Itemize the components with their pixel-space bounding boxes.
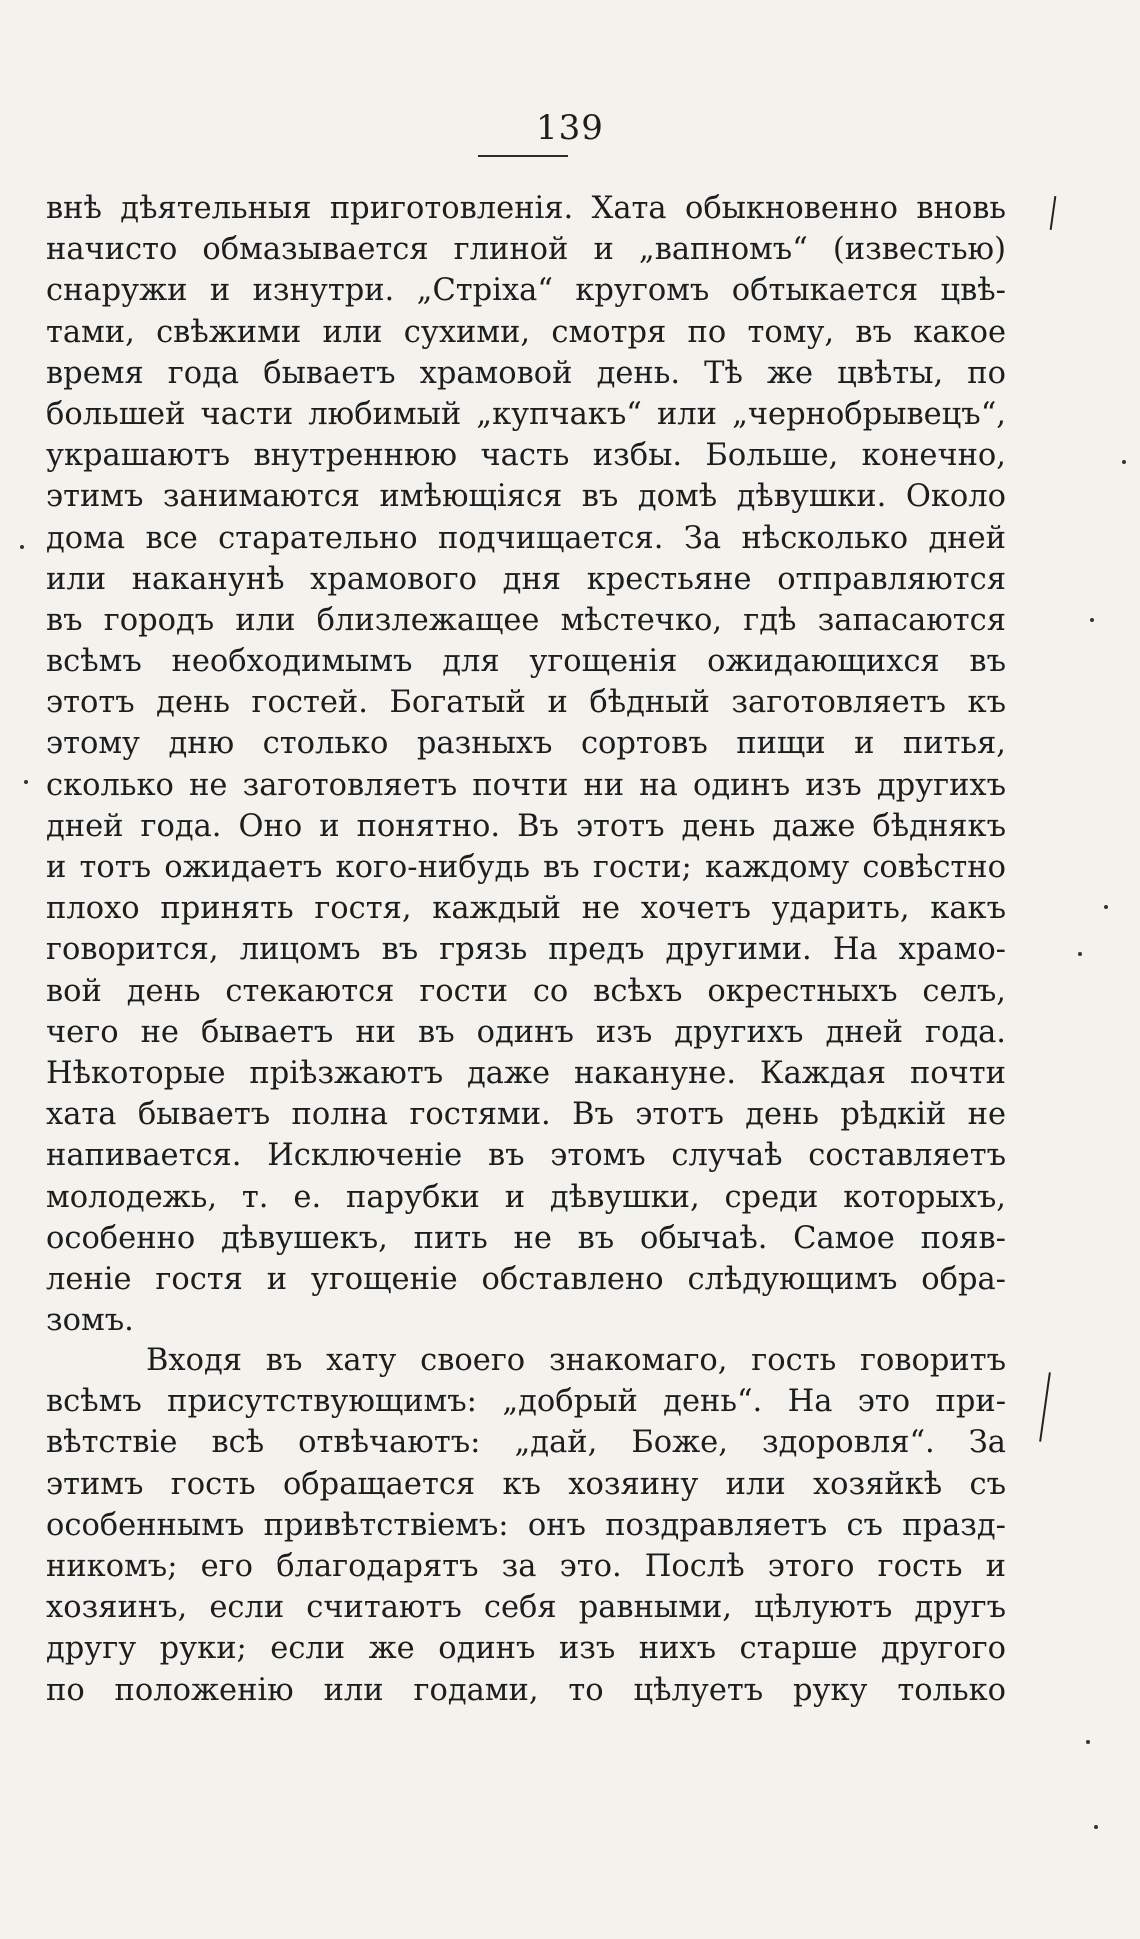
text-line: всѣмъ присутствующимъ: „добрый день“. На это при- bbox=[46, 1384, 1006, 1420]
scan-speck bbox=[1078, 952, 1082, 956]
text-line: украшаютъ внутреннюю часть избы. Больше, конечно, bbox=[46, 438, 1006, 474]
scan-speck bbox=[1122, 460, 1126, 464]
text-line: начисто обмазывается глиной и „вапномъ“ (известью) bbox=[46, 232, 1006, 268]
scan-speck bbox=[1104, 905, 1108, 909]
text-line: леніе гостя и угощеніе обставлено слѣдующимъ обра- bbox=[46, 1261, 1006, 1297]
paragraph-1 bbox=[46, 188, 1006, 1341]
text-line: хозяинъ, если считаютъ себя равными, цѣлуютъ другъ bbox=[46, 1590, 1006, 1626]
text-line: плохо принять гостя, каждый не хочетъ ударить, какъ bbox=[46, 891, 1006, 927]
text-line: особеннымъ привѣтствіемъ: онъ поздравляетъ съ празд- bbox=[46, 1507, 1006, 1543]
text-line: говорится, лицомъ въ грязь предъ другими. На храмо- bbox=[46, 932, 1006, 968]
scan-speck bbox=[1094, 1825, 1098, 1829]
scan-speck bbox=[1086, 1740, 1090, 1744]
scan-speck bbox=[24, 780, 28, 784]
text-line: большей части любимый „купчакъ“ или „чернобрывецъ“, bbox=[46, 396, 1006, 432]
text-line: зомъ. bbox=[46, 1303, 134, 1339]
margin-pencil-mark bbox=[1050, 196, 1057, 230]
text-line: вѣтствіе всѣ отвѣчаютъ: „дай, Боже, здоровля“. За bbox=[46, 1425, 1006, 1461]
text-line: всѣмъ необходимымъ для угощенія ожидающихся въ bbox=[46, 644, 1006, 680]
page-number-rule bbox=[478, 155, 568, 157]
text-line: этимъ занимаются имѣющіяся въ домѣ дѣвушки. Около bbox=[46, 479, 1006, 515]
text-line: и тотъ ожидаетъ кого-нибудь въ гости; каждому совѣстно bbox=[46, 850, 1006, 885]
text-line: молодежь, т. е. парубки и дѣвушки, среди которыхъ, bbox=[46, 1179, 1006, 1215]
text-line: дней года. Оно и понятно. Въ этотъ день даже бѣднякъ bbox=[46, 808, 1006, 844]
text-line: вой день стекаются гости со всѣхъ окрестныхъ селъ, bbox=[46, 973, 1006, 1009]
page-number: 139 bbox=[536, 108, 604, 148]
text-line: никомъ; его благодарятъ за это. Послѣ этого гость и bbox=[46, 1548, 1006, 1584]
text-line: этотъ день гостей. Богатый и бѣдный заготовляетъ къ bbox=[46, 685, 1006, 721]
text-line: этому дню столько разныхъ сортовъ пищи и питья, bbox=[46, 726, 1006, 762]
text-line: снаружи и изнутри. „Стріха“ кругомъ обтыкается цвѣ- bbox=[46, 273, 1006, 309]
text-line: Нѣкоторые пріѣзжаютъ даже накануне. Каждая почти bbox=[46, 1055, 1006, 1091]
text-line: по положенію или годами, то цѣлуетъ руку только bbox=[46, 1672, 1006, 1708]
text-line: въ городъ или близлежащее мѣстечко, гдѣ запасаются bbox=[46, 602, 1006, 638]
text-line: или наканунѣ храмового дня крестьяне отправляются bbox=[46, 561, 1006, 597]
text-line: хата бываетъ полна гостями. Въ этотъ день рѣдкій не bbox=[46, 1097, 1006, 1133]
text-line: чего не бываетъ ни въ одинъ изъ другихъ дней года. bbox=[46, 1014, 1006, 1050]
text-line: тами, свѣжими или сухими, смотря по тому, въ какое bbox=[46, 314, 1006, 350]
text-line: сколько не заготовляетъ почти ни на одинъ изъ другихъ bbox=[46, 767, 1006, 803]
text-line: другу руки; если же одинъ изъ нихъ старше другого bbox=[46, 1631, 1006, 1667]
text-line: дома все старательно подчищается. За нѣсколько дней bbox=[46, 520, 1006, 556]
text-line: внѣ дѣятельныя приготовленія. Хата обыкновенно вновь bbox=[46, 191, 1006, 226]
text-line: время года бываетъ храмовой день. Тѣ же цвѣты, по bbox=[46, 355, 1006, 391]
text-line: особенно дѣвушекъ, пить не въ обычаѣ. Самое появ- bbox=[46, 1220, 1006, 1256]
margin-pencil-mark bbox=[1039, 1372, 1051, 1442]
text-line: этимъ гость обращается къ хозяину или хозяйкѣ съ bbox=[46, 1466, 1006, 1502]
scan-speck bbox=[20, 545, 24, 549]
text-line: напивается. Исключеніе въ этомъ случаѣ составляетъ bbox=[46, 1138, 1006, 1174]
paragraph-2 bbox=[46, 1340, 1006, 1711]
scan-speck bbox=[1090, 618, 1094, 622]
text-line: Входя въ хату своего знакомаго, гость говоритъ bbox=[146, 1343, 1006, 1378]
